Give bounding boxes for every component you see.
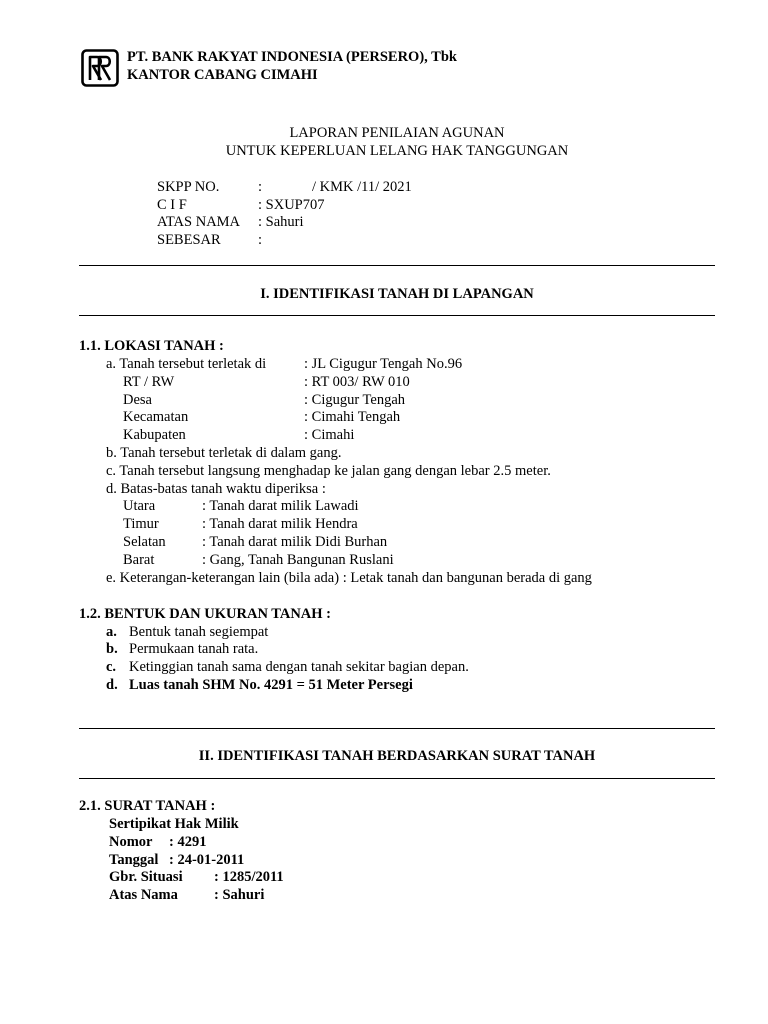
certificate-type: Sertipikat Hak Milik [109,816,239,832]
location-value: : JL Cigugur Tengah No.96 [304,356,463,372]
meta-label: ATAS NAMA [157,214,241,230]
list-item: Bentuk tanah segiempat [129,624,269,640]
subsection-heading: 1.1. LOKASI TANAH : [79,338,224,354]
location-label: Desa [123,392,152,408]
location-label: Kecamatan [123,409,189,425]
meta-label: C I F [157,197,187,213]
certificate-label: Atas Nama [109,887,178,903]
list-item: b. Tanah tersebut terletak di dalam gang. [106,445,342,461]
location-label: RT / RW [123,374,175,390]
boundary-value: : Tanah darat milik Hendra [202,516,358,532]
list-letter: c. [106,659,117,675]
divider [79,315,715,316]
meta-sep: : [258,179,263,195]
list-letter: a. [106,624,117,640]
meta-value: / KMK /11/ 2021 [312,179,412,195]
boundary-label: Selatan [123,534,166,550]
subsection-heading: 2.1. SURAT TANAH : [79,798,216,814]
certificate-label: Tanggal [109,852,159,868]
report-subtitle: UNTUK KEPERLUAN LELANG HAK TANGGUNGAN [225,143,569,159]
boundary-label: Timur [123,516,159,532]
divider [79,778,715,779]
location-value: : Cimahi Tengah [304,409,401,425]
list-letter: b. [106,641,118,657]
list-item: Luas tanah SHM No. 4291 = 51 Meter Persegi [129,677,413,693]
branch-name: KANTOR CABANG CIMAHI [127,67,318,83]
boundary-label: Utara [123,498,156,514]
list-item: Permukaan tanah rata. [129,641,259,657]
location-value: : Cigugur Tengah [304,392,406,408]
boundary-value: : Tanah darat milik Didi Burhan [202,534,388,550]
meta-value: : SXUP707 [258,197,325,213]
boundary-value: : Gang, Tanah Bangunan Ruslani [202,552,394,568]
location-value: : Cimahi [304,427,355,443]
divider [79,728,715,729]
subsection-heading: 1.2. BENTUK DAN UKURAN TANAH : [79,606,332,622]
list-item: d. Batas-batas tanah waktu diperiksa : [106,481,326,497]
company-name: PT. BANK RAKYAT INDONESIA (PERSERO), Tbk [127,49,457,65]
certificate-label: Gbr. Situasi [109,869,183,885]
certificate-value: : Sahuri [214,887,265,903]
list-letter: d. [106,677,118,693]
meta-label: SEBESAR [157,232,221,248]
meta-sep: : [258,232,263,248]
location-value: : RT 003/ RW 010 [304,374,410,390]
location-label: a. Tanah tersebut terletak di [106,356,267,372]
section-title: I. IDENTIFIKASI TANAH DI LAPANGAN [260,286,534,302]
certificate-value: : 4291 [169,834,207,850]
certificate-value: : 24-01-2011 [169,852,245,868]
list-item: Ketinggian tanah sama dengan tanah sekitar bagian depan. [129,659,469,675]
list-item: e. Keterangan-keterangan lain (bila ada) : Letak tanah dan bangunan berada di gang [106,570,592,586]
certificate-value: : 1285/2011 [214,869,284,885]
boundary-value: : Tanah darat milik Lawadi [202,498,359,514]
meta-value: : Sahuri [258,214,304,230]
location-label: Kabupaten [123,427,186,443]
certificate-label: Nomor [109,834,153,850]
boundary-label: Barat [123,552,155,568]
list-item: c. Tanah tersebut langsung menghadap ke jalan gang dengan lebar 2.5 meter. [106,463,551,479]
section-title: II. IDENTIFIKASI TANAH BERDASARKAN SURAT TANAH [198,748,596,764]
report-title: LAPORAN PENILAIAN AGUNAN [289,125,505,141]
meta-label: SKPP NO. [157,179,220,195]
bank-logo-icon [81,49,119,87]
divider [79,265,715,266]
